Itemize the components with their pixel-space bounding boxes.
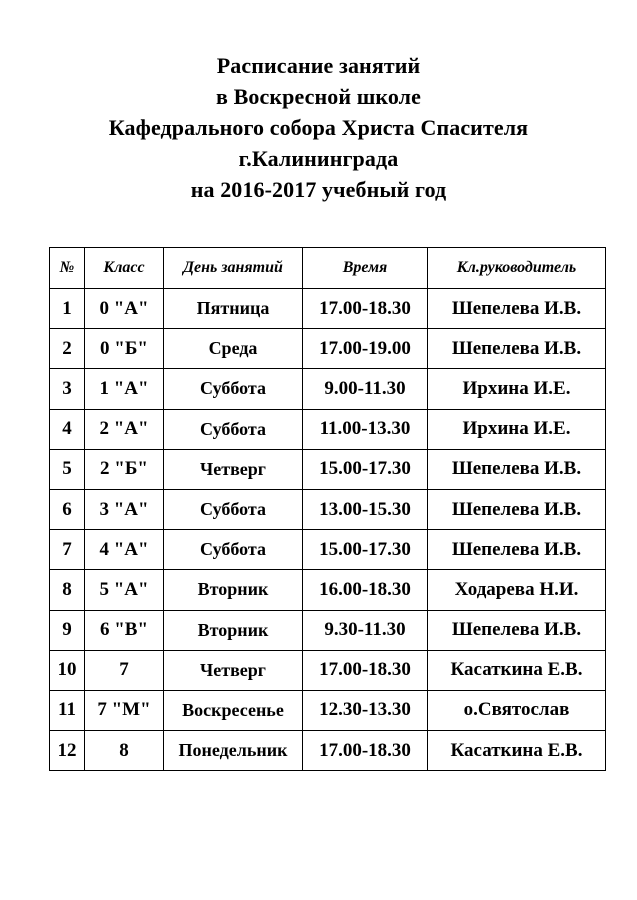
cell-teacher: Касаткина Е.В. — [428, 650, 606, 690]
cell-time: 9.00-11.30 — [303, 369, 428, 409]
cell-time: 17.00-18.30 — [303, 289, 428, 329]
cell-teacher: Шепелева И.В. — [428, 530, 606, 570]
cell-class: 5 "А" — [85, 570, 164, 610]
cell-day: Пятница — [164, 289, 303, 329]
cell-class: 4 "А" — [85, 530, 164, 570]
cell-teacher: Шепелева И.В. — [428, 289, 606, 329]
cell-num: 8 — [50, 570, 85, 610]
schedule-body — [50, 289, 606, 771]
cell-class: 7 — [85, 650, 164, 690]
cell-class: 1 "А" — [85, 369, 164, 409]
table-row — [50, 369, 606, 409]
header-day: День занятий — [164, 248, 303, 289]
cell-class: 0 "Б" — [85, 329, 164, 369]
cell-num: 1 — [50, 289, 85, 329]
table-row — [50, 489, 606, 529]
cell-teacher: Касаткина Е.В. — [428, 731, 606, 771]
cell-day: Суббота — [164, 530, 303, 570]
cell-teacher: Ирхина И.Е. — [428, 369, 606, 409]
cell-time: 13.00-15.30 — [303, 489, 428, 529]
table-header-row — [50, 248, 606, 289]
table-row — [50, 409, 606, 449]
table-row — [50, 530, 606, 570]
cell-num: 6 — [50, 489, 85, 529]
schedule-table — [49, 247, 606, 771]
cell-day: Суббота — [164, 409, 303, 449]
table-row — [50, 289, 606, 329]
cell-day: Среда — [164, 329, 303, 369]
title-line-3: Кафедрального собора Христа Спасителя — [108, 115, 529, 140]
cell-num: 4 — [50, 409, 85, 449]
header-num: № — [50, 248, 85, 289]
header-class: Класс — [85, 248, 164, 289]
title-line-4: г.Калининграда — [238, 146, 399, 171]
title-line-5: на 2016-2017 учебный год — [190, 177, 447, 202]
cell-teacher: Шепелева И.В. — [428, 610, 606, 650]
cell-class: 8 — [85, 731, 164, 771]
cell-time: 15.00-17.30 — [303, 449, 428, 489]
cell-time: 12.30-13.30 — [303, 690, 428, 730]
cell-time: 17.00-19.00 — [303, 329, 428, 369]
cell-num: 10 — [50, 650, 85, 690]
cell-time: 16.00-18.30 — [303, 570, 428, 610]
cell-num: 3 — [50, 369, 85, 409]
cell-teacher: Шепелева И.В. — [428, 489, 606, 529]
cell-time: 17.00-18.30 — [303, 650, 428, 690]
cell-teacher: Ходарева Н.И. — [428, 570, 606, 610]
header-time: Время — [303, 248, 428, 289]
cell-class: 0 "А" — [85, 289, 164, 329]
table-row — [50, 570, 606, 610]
cell-time: 11.00-13.30 — [303, 409, 428, 449]
cell-day: Понедельник — [164, 731, 303, 771]
cell-class: 3 "А" — [85, 489, 164, 529]
cell-day: Четверг — [164, 449, 303, 489]
cell-day: Вторник — [164, 570, 303, 610]
cell-time: 15.00-17.30 — [303, 530, 428, 570]
cell-day: Воскресенье — [164, 690, 303, 730]
cell-day: Вторник — [164, 610, 303, 650]
cell-num: 9 — [50, 610, 85, 650]
cell-teacher: Ирхина И.Е. — [428, 409, 606, 449]
table-row — [50, 731, 606, 771]
table-row — [50, 690, 606, 730]
cell-day: Суббота — [164, 489, 303, 529]
cell-day: Четверг — [164, 650, 303, 690]
cell-num: 12 — [50, 731, 85, 771]
table-row — [50, 329, 606, 369]
cell-teacher: о.Святослав — [428, 690, 606, 730]
cell-teacher: Шепелева И.В. — [428, 329, 606, 369]
cell-class: 6 "В" — [85, 610, 164, 650]
cell-class: 7 "М" — [85, 690, 164, 730]
document-title — [0, 50, 637, 205]
cell-num: 5 — [50, 449, 85, 489]
table-row — [50, 449, 606, 489]
cell-class: 2 "А" — [85, 409, 164, 449]
cell-time: 9.30-11.30 — [303, 610, 428, 650]
cell-day: Суббота — [164, 369, 303, 409]
header-teacher: Кл.руководитель — [428, 248, 606, 289]
table-row — [50, 610, 606, 650]
cell-time: 17.00-18.30 — [303, 731, 428, 771]
table-row — [50, 650, 606, 690]
title-line-2: в Воскресной школе — [216, 84, 421, 109]
title-line-1: Расписание занятий — [216, 53, 421, 78]
cell-class: 2 "Б" — [85, 449, 164, 489]
cell-num: 7 — [50, 530, 85, 570]
cell-num: 11 — [50, 690, 85, 730]
cell-teacher: Шепелева И.В. — [428, 449, 606, 489]
cell-num: 2 — [50, 329, 85, 369]
